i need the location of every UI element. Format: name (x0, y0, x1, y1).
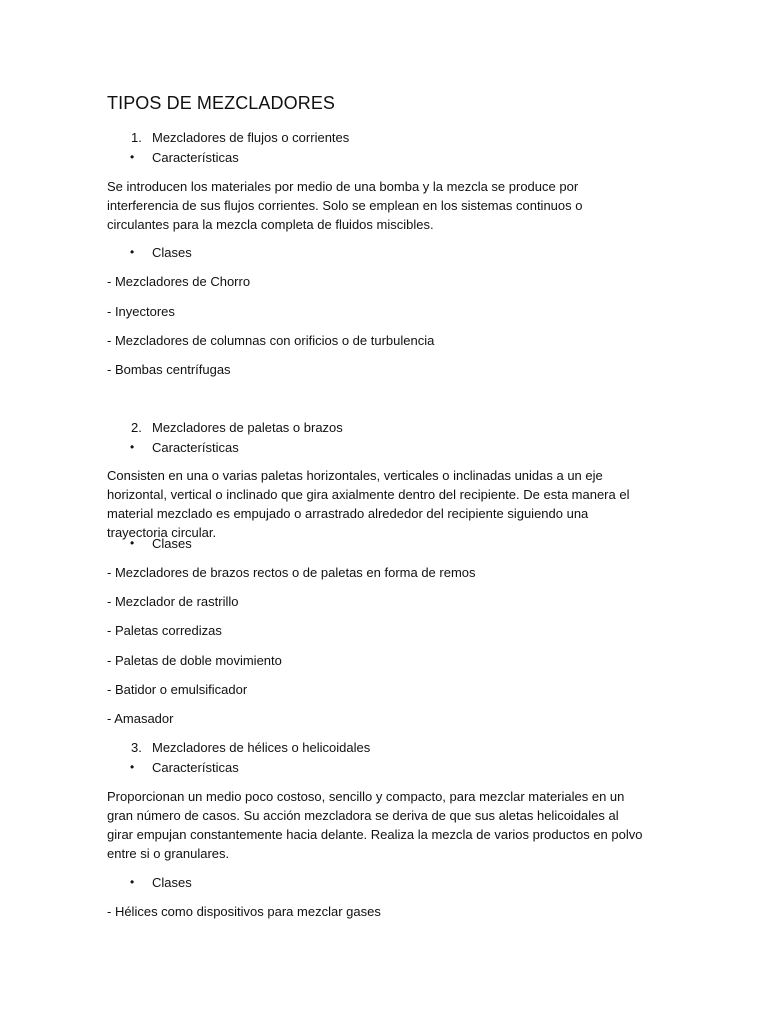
bullet-icon: • (130, 245, 135, 259)
bullet-icon: • (130, 150, 135, 164)
section-description: Consisten en una o varias paletas horizontales, verticales o inclinadas unidas a un eje horizontal, vertical o inclinado que gira axialmente dentro del recipiente. De esta manera el material mezclado es empujado o arrastrado alrededor del recipiente siguiendo una trayectoria circular. (107, 468, 630, 540)
clase-item: - Mezcladores de brazos rectos o de paletas en forma de remos (107, 565, 476, 580)
bullet-icon: • (130, 760, 135, 774)
clases-label: Clases (152, 875, 192, 890)
clase-item: - Paletas corredizas (107, 623, 222, 638)
clase-item: - Hélices como dispositivos para mezclar gases (107, 904, 381, 919)
bullet-icon: • (130, 440, 135, 454)
clase-item: - Inyectores (107, 304, 175, 319)
caracteristicas-label: Características (152, 440, 239, 455)
caracteristicas-label: Características (152, 150, 239, 165)
clase-item: - Paletas de doble movimiento (107, 653, 282, 668)
clase-item: - Mezcladores de Chorro (107, 274, 251, 289)
clase-item: - Mezcladores de columnas con orificios o de turbulencia (107, 333, 435, 348)
bullet-icon: • (130, 875, 135, 889)
bullet-icon: • (130, 536, 135, 550)
section-number: 1. (131, 130, 142, 145)
caracteristicas-label: Características (152, 760, 239, 775)
clase-item: - Bombas centrífugas (107, 362, 231, 377)
section-number: 2. (131, 420, 142, 435)
section-description: Proporcionan un medio poco costoso, sencillo y compacto, para mezclar materiales en un gran número de casos. Su acción mezcladora se deriva de que sus aletas helicoidales al girar empujan constantemente hacia delante. Realiza la mezcla de varios productos en polvo entre si o granulares. (107, 789, 643, 861)
clases-label: Clases (152, 245, 192, 260)
document-title: TIPOS DE MEZCLADORES (107, 93, 336, 113)
section-heading: Mezcladores de flujos o corrientes (152, 130, 350, 145)
section-description: Se introducen los materiales por medio de una bomba y la mezcla se produce por interferencia de sus flujos corrientes. Solo se emplean en los sistemas continuos o circulantes para la mezcla completa de fluidos miscibles. (107, 179, 583, 232)
section-heading: Mezcladores de hélices o helicoidales (152, 740, 371, 755)
section-heading: Mezcladores de paletas o brazos (152, 420, 343, 435)
clases-label: Clases (152, 536, 192, 551)
clase-item: - Mezclador de rastrillo (107, 594, 239, 609)
clase-item: - Amasador (107, 711, 174, 726)
clase-item: - Batidor o emulsificador (107, 682, 248, 697)
section-number: 3. (131, 740, 142, 755)
